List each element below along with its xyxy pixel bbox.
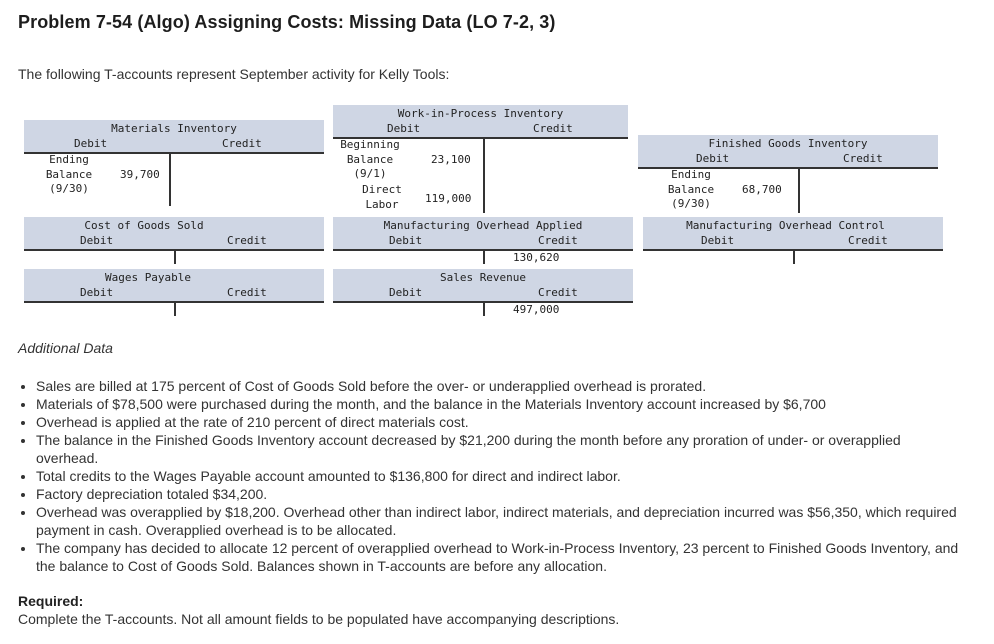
list-item: • Factory depreciation totaled $34,200. bbox=[36, 485, 966, 503]
t-account-divider bbox=[483, 301, 485, 316]
list-item: • Overhead is applied at the rate of 210 percent of direct materials cost. bbox=[36, 413, 966, 431]
t-account-divider bbox=[483, 249, 485, 264]
t-account-cost-of-goods-sold bbox=[24, 217, 324, 255]
t-account-header bbox=[24, 217, 324, 251]
ending-balance-label: Ending Balance (9/30) bbox=[667, 168, 715, 210]
list-item: • Total credits to the Wages Payable account amounted to $136,800 for direct and indirect labor. bbox=[36, 467, 966, 485]
additional-data-list bbox=[18, 377, 966, 575]
credit-label: Credit bbox=[538, 234, 578, 247]
list-item: • Overhead was overapplied by $18,200. Overhead other than indirect labor, indirect materials, and depreciation incurred was $56,350, which required payment in cash. Overapplied overhead is to be allocated. bbox=[36, 503, 966, 539]
sales-credit-amount: 497,000 bbox=[513, 303, 560, 316]
direct-labor-label: Direct Labor bbox=[362, 183, 402, 211]
additional-data-heading: Additional Data bbox=[18, 340, 113, 356]
t-account-divider bbox=[793, 249, 795, 264]
account-name: Work-in-Process Inventory bbox=[397, 107, 564, 120]
debit-label: Debit bbox=[389, 286, 423, 299]
intro-text: The following T-accounts represent September activity for Kelly Tools: bbox=[18, 66, 450, 82]
account-name: Finished Goods Inventory bbox=[708, 137, 868, 150]
list-item: • Materials of $78,500 were purchased during the month, and the balance in the Materials Inventory account increased by $6,700 bbox=[36, 395, 966, 413]
account-name: Wages Payable bbox=[104, 271, 192, 284]
debit-label: Debit bbox=[80, 286, 114, 299]
t-account-materials-inventory bbox=[24, 120, 324, 200]
t-account-header bbox=[333, 269, 633, 303]
beginning-balance-label: Beginning Balance (9/1) bbox=[340, 138, 400, 180]
account-name: Cost of Goods Sold bbox=[84, 219, 204, 232]
credit-label: Credit bbox=[227, 234, 267, 247]
t-account-header bbox=[638, 135, 938, 169]
t-account-divider bbox=[483, 137, 485, 213]
required-text: Complete the T-accounts. Not all amount fields to be populated have accompanying descriptions. bbox=[18, 611, 620, 627]
t-account-mfg-overhead-control bbox=[643, 217, 943, 255]
t-account-header bbox=[643, 217, 943, 251]
account-name: Manufacturing Overhead Applied bbox=[383, 219, 583, 232]
list-item: • Sales are billed at 175 percent of Cost of Goods Sold before the over- or underapplied overhead is prorated. bbox=[36, 377, 966, 395]
ending-balance-label: Ending Balance (9/30) bbox=[45, 153, 93, 195]
t-account-wages-payable bbox=[24, 269, 324, 307]
beginning-balance-amount: 23,100 bbox=[431, 153, 471, 166]
credit-label: Credit bbox=[843, 152, 883, 165]
credit-label: Credit bbox=[227, 286, 267, 299]
applied-credit-amount: 130,620 bbox=[513, 251, 560, 264]
t-account-header bbox=[333, 105, 628, 139]
debit-label: Debit bbox=[701, 234, 735, 247]
ending-balance-amount: 39,700 bbox=[120, 168, 160, 181]
t-account-mfg-overhead-applied bbox=[333, 217, 633, 272]
account-name: Materials Inventory bbox=[111, 122, 237, 135]
t-account-header bbox=[24, 120, 324, 154]
debit-label: Debit bbox=[696, 152, 730, 165]
t-account-work-in-process bbox=[333, 105, 628, 213]
direct-labor-amount: 119,000 bbox=[425, 192, 472, 205]
required-heading: Required: bbox=[18, 593, 84, 609]
t-account-divider bbox=[174, 301, 176, 316]
page-title: Problem 7-54 (Algo) Assigning Costs: Missing Data (LO 7-2, 3) bbox=[18, 12, 556, 32]
credit-label: Credit bbox=[538, 286, 578, 299]
credit-label: Credit bbox=[533, 122, 573, 135]
t-account-divider bbox=[798, 167, 800, 213]
debit-label: Debit bbox=[387, 122, 421, 135]
t-account-sales-revenue bbox=[333, 269, 633, 324]
t-account-header bbox=[333, 217, 633, 251]
list-item: • The company has decided to allocate 12 percent of overapplied overhead to Work-in-Process Inventory, 23 percent to Finished Goods Inventory, and the balance to Cost of Goods Sold. Balances shown in T-accounts are before any allocation. bbox=[36, 539, 966, 575]
account-name: Sales Revenue bbox=[439, 271, 527, 284]
t-account-header bbox=[24, 269, 324, 303]
debit-label: Debit bbox=[389, 234, 423, 247]
list-item: • The balance in the Finished Goods Inventory account decreased by $21,200 during the month before any proration of under- or overapplied overhead. bbox=[36, 431, 966, 467]
credit-label: Credit bbox=[222, 137, 262, 150]
credit-label: Credit bbox=[848, 234, 888, 247]
debit-label: Debit bbox=[80, 234, 114, 247]
t-account-divider bbox=[169, 152, 171, 206]
t-account-finished-goods bbox=[638, 135, 938, 215]
account-name: Manufacturing Overhead Control bbox=[686, 219, 885, 232]
t-account-divider bbox=[174, 249, 176, 264]
ending-balance-amount: 68,700 bbox=[742, 183, 782, 196]
debit-label: Debit bbox=[74, 137, 108, 150]
